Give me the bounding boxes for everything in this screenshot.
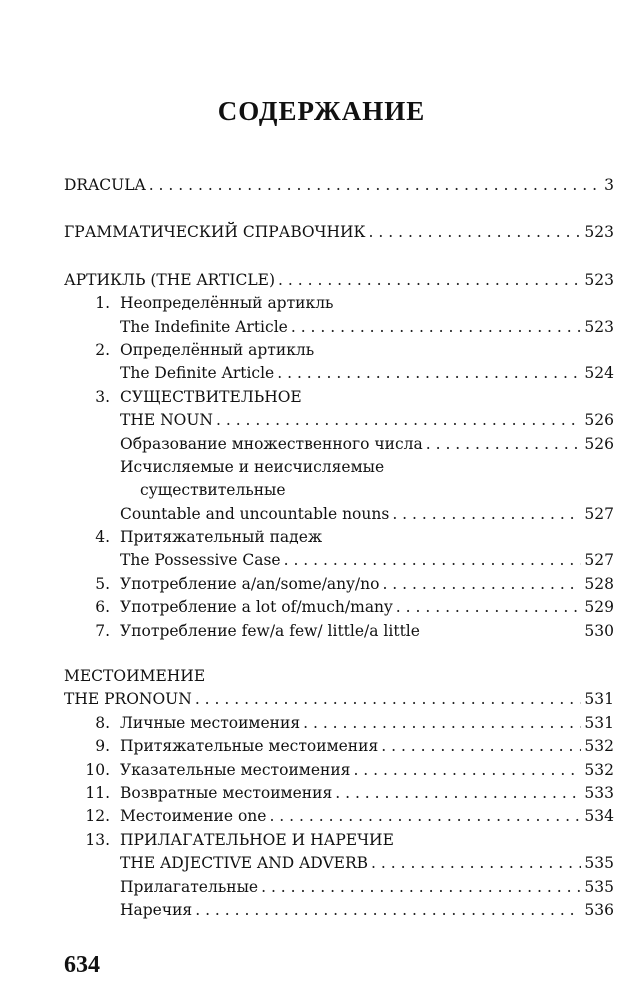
toc-entry-label: АРТИКЛЬ (THE ARTICLE) [64,270,276,289]
leader-dots [149,174,601,197]
toc-page-number: 532 [584,737,614,756]
toc-entry-label: Употребление a lot of/much/many [120,598,393,617]
toc-entry-label: THE PRONOUN [64,690,192,709]
toc-entry-3b-line2 [64,479,614,502]
toc-entry-grammar-reference[interactable] [64,221,614,244]
toc-page-number: 526 [584,411,614,430]
leader-dots [353,759,581,782]
toc-entry-9[interactable] [64,735,614,758]
toc-entry-label: Countable and uncountable nouns [120,504,390,523]
toc-entry-8[interactable] [64,712,614,735]
toc-entry-label: Исчисляемые и неисчисляемые [120,457,385,476]
toc-entry-label: ПРИЛАГАТЕЛЬНОЕ И НАРЕЧИЕ [120,830,394,849]
toc-entry-3-line1 [64,386,614,409]
toc-entry-label: МЕСТОИМЕНИЕ [64,667,206,686]
toc-page-number: 3 [604,176,614,194]
leader-dots [278,269,581,292]
toc-entry-label: THE ADJECTIVE AND ADVERB [120,854,369,873]
toc-entry-13[interactable] [64,852,614,875]
leader-dots [284,549,582,572]
toc-entry-4[interactable] [64,549,614,572]
toc-entry-12[interactable] [64,805,614,828]
page-title: СОДЕРЖАНИЕ [217,96,426,126]
toc-entry-label: The Possessive Case [120,551,281,570]
toc-entry-number: 3. [95,387,110,406]
toc-entry-label: Прилагательные [120,877,259,896]
leader-dots [261,876,581,899]
toc-page-number: 531 [584,690,614,709]
toc-page-number: 528 [584,574,614,593]
toc-entry-label: Употребление a/an/some/any/no [120,574,380,593]
toc-page-number: 535 [584,877,614,896]
toc-page-number: 530 [584,621,614,640]
toc-entry-label: Неопределённый артикль [120,294,334,313]
toc-entry-label: Местоимение one [120,807,267,826]
toc-entry-number: 11. [85,783,110,802]
toc-entry-13b[interactable] [64,899,614,922]
toc-entry-3b[interactable] [64,503,614,526]
toc-entry-13-line1 [64,829,614,852]
toc-entry-6[interactable] [64,596,614,619]
leader-dots [335,782,581,805]
leader-dots [396,596,582,619]
leader-dots [195,899,581,922]
toc-entry-label: Образование множественного числа [120,434,423,453]
toc-page-number: 533 [584,783,614,802]
table-of-contents [64,174,614,922]
toc-entry-label: существительные [140,481,286,500]
toc-entry-2-line1 [64,339,614,362]
toc-entry-1-line1 [64,292,614,315]
toc-entry-label: ГРАММАТИЧЕСКИЙ СПРАВОЧНИК [64,223,366,242]
leader-dots [369,221,582,244]
toc-entry-11[interactable] [64,782,614,805]
toc-entry-label: Определённый артикль [120,340,315,359]
toc-entry-number: 8. [95,713,110,732]
toc-page-number: 527 [584,551,614,570]
leader-dots [277,362,581,385]
leader-dots [269,805,581,828]
toc-entry-3b-line1 [64,456,614,479]
toc-entry-pronoun[interactable] [64,688,614,711]
toc-page-number: 524 [584,364,614,383]
toc-entry-1[interactable] [64,316,614,339]
toc-entry-number: 13. [85,830,110,849]
toc-entry-label: DRACULA [64,176,146,194]
toc-page-number: 526 [584,434,614,453]
toc-entry-label: Притяжательный падеж [120,528,323,547]
toc-page-number: 523 [584,317,614,336]
leader-dots [216,409,581,432]
toc-entry-dracula[interactable] [64,174,614,197]
toc-entry-label: Возвратные местоимения [120,783,333,802]
toc-entry-number: 4. [95,528,110,547]
leader-dots [381,735,581,758]
toc-entry-number: 12. [85,807,110,826]
toc-entry-number: 7. [95,621,110,640]
toc-entry-13a[interactable] [64,876,614,899]
leader-dots [303,712,581,735]
toc-entry-label: THE NOUN [120,411,213,430]
toc-entry-label: Личные местоимения [120,713,301,732]
page-number: 634 [64,952,100,978]
toc-page-number: 523 [584,270,614,289]
toc-entry-number: 2. [95,340,110,359]
toc-entry-number: 1. [95,294,110,313]
toc-entry-article[interactable] [64,269,614,292]
toc-entry-label: Наречия [120,900,193,919]
leader-dots [371,852,581,875]
toc-page-number: 532 [584,760,614,779]
toc-entry-label: The Definite Article [120,364,275,383]
toc-entry-label: Употребление few/a few/ little/a little [120,621,420,640]
toc-entry-number: 5. [95,574,110,593]
toc-page-number: 531 [584,713,614,732]
toc-entry-5[interactable] [64,573,614,596]
toc-page-number: 536 [584,900,614,919]
toc-entry-3[interactable] [64,409,614,432]
toc-entry-number: 6. [95,598,110,617]
toc-entry-label: Указательные местоимения [120,760,351,779]
toc-page-number: 523 [584,223,614,242]
toc-entry-pronoun-line1 [64,665,614,688]
toc-entry-3a[interactable] [64,433,614,456]
leader-dots [392,503,581,526]
toc-page-number: 529 [584,598,614,617]
toc-entry-2[interactable] [64,362,614,385]
toc-entry-number: 9. [95,737,110,756]
toc-entry-label: The Indefinite Article [120,317,288,336]
toc-page-number: 534 [584,807,614,826]
leader-dots [382,573,581,596]
toc-entry-label: Притяжательные местоимения [120,737,379,756]
toc-entry-number: 10. [85,760,110,779]
leader-dots [426,433,582,456]
toc-entry-label: СУЩЕСТВИТЕЛЬНОЕ [120,387,302,406]
leader-dots [291,316,582,339]
leader-dots [195,688,582,711]
toc-entry-7[interactable] [64,620,614,643]
toc-entry-10[interactable] [64,759,614,782]
toc-page-number: 535 [584,854,614,873]
toc-page-number: 527 [584,504,614,523]
toc-entry-4-line1 [64,526,614,549]
